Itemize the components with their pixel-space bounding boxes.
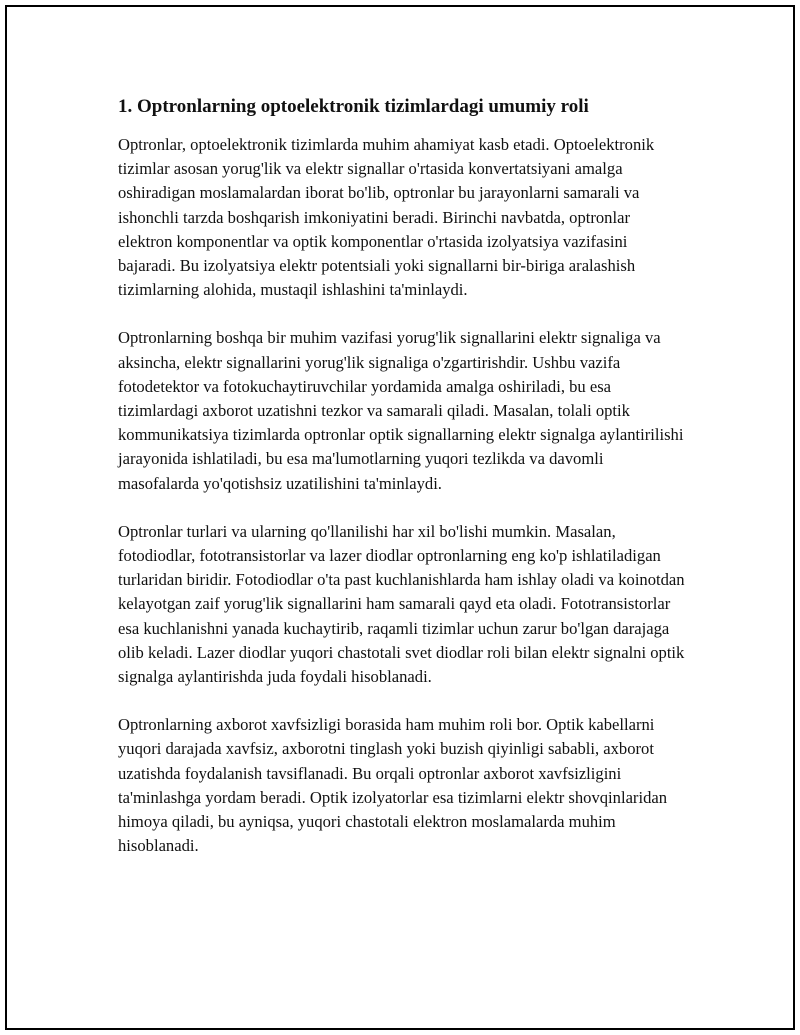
section-heading: 1. Optronlarning optoelektronik tizimlardagi umumiy roli xyxy=(118,96,589,117)
paragraph-2: Optronlarning boshqa bir muhim vazifasi yorug'lik signallarini elektr signaliga va aksincha, elektr signallarini yorug'lik signaliga o'zgartirishdir. Ushbu vazifa fotodetektor va fotokuchaytiruvchilar yordamida amalga oshiriladi, bu esa tizimlardagi axborot uzatishni tezkor va samarali qiladi. Masalan, tolali optik kommunikatsiya tizimlarda optronlar optik signallarning elektr signalga aylantirilishi jarayonida ishlatiladi, bu esa ma'lumotlarning yuqori tezlikda va davomli masofalarda yo'qotishsiz uzatilishini ta'minlaydi. xyxy=(118,328,684,493)
paragraph-3: Optronlar turlari va ularning qo'llanilishi har xil bo'lishi mumkin. Masalan, fotodiodlar, fototransistorlar va lazer diodlar optronlarning eng ko'p ishlatiladigan turlaridan biridir. Fotodiodlar o'ta past kuchlanishlarda ham ishlay oladi va koinotdan kelayotgan zaif yorug'lik signallarini ham samarali qayd eta oladi. Fototransistorlar esa kuchlanishni yanada kuchaytirib, raqamli tizimlar uchun zarur bo'lgan darajaga olib keladi. Lazer diodlar yuqori chastotali svet diodlar roli bilan elektr signalni optik signalga aylantirishda juda foydali hisoblanadi. xyxy=(118,521,685,687)
document-body xyxy=(118,95,688,882)
paragraph-4: Optronlarning axborot xavfsizligi borasida ham muhim roli bor. Optik kabellarni yuqori darajada xavfsiz, axborotni tinglash yoki buzish qiyinligi sababli, axborot uzatishda foydalanish tavsiflanadi. Bu orqali optronlar axborot xavfsizligini ta'minlashga yordam beradi. Optik izolyatorlar esa tizimlarni elektr shovqinlaridan himoya qiladi, bu ayniqsa, yuqori chastotali elektron moslamalarda muhim hisoblanadi. xyxy=(118,715,668,856)
paragraph-1: Optronlar, optoelektronik tizimlarda muhim ahamiyat kasb etadi. Optoelektronik tizimlar asosan yorug'lik va elektr signallar o'rtasida konvertatsiyani amalga oshiradigan moslamalardan iborat bo'lib, optronlar bu jarayonlarni samarali va ishonchli tarzda boshqarish imkoniyatini beradi. Birinchi navbatda, optronlar elektron komponentlar va optik komponentlar o'rtasida izolyatsiya vazifasini bajaradi. Bu izolyatsiya elektr potentsiali yoki signallarni bir-biriga aralashish tizimlarning alohida, mustaqil ishlashini ta'minlaydi. xyxy=(118,135,655,300)
